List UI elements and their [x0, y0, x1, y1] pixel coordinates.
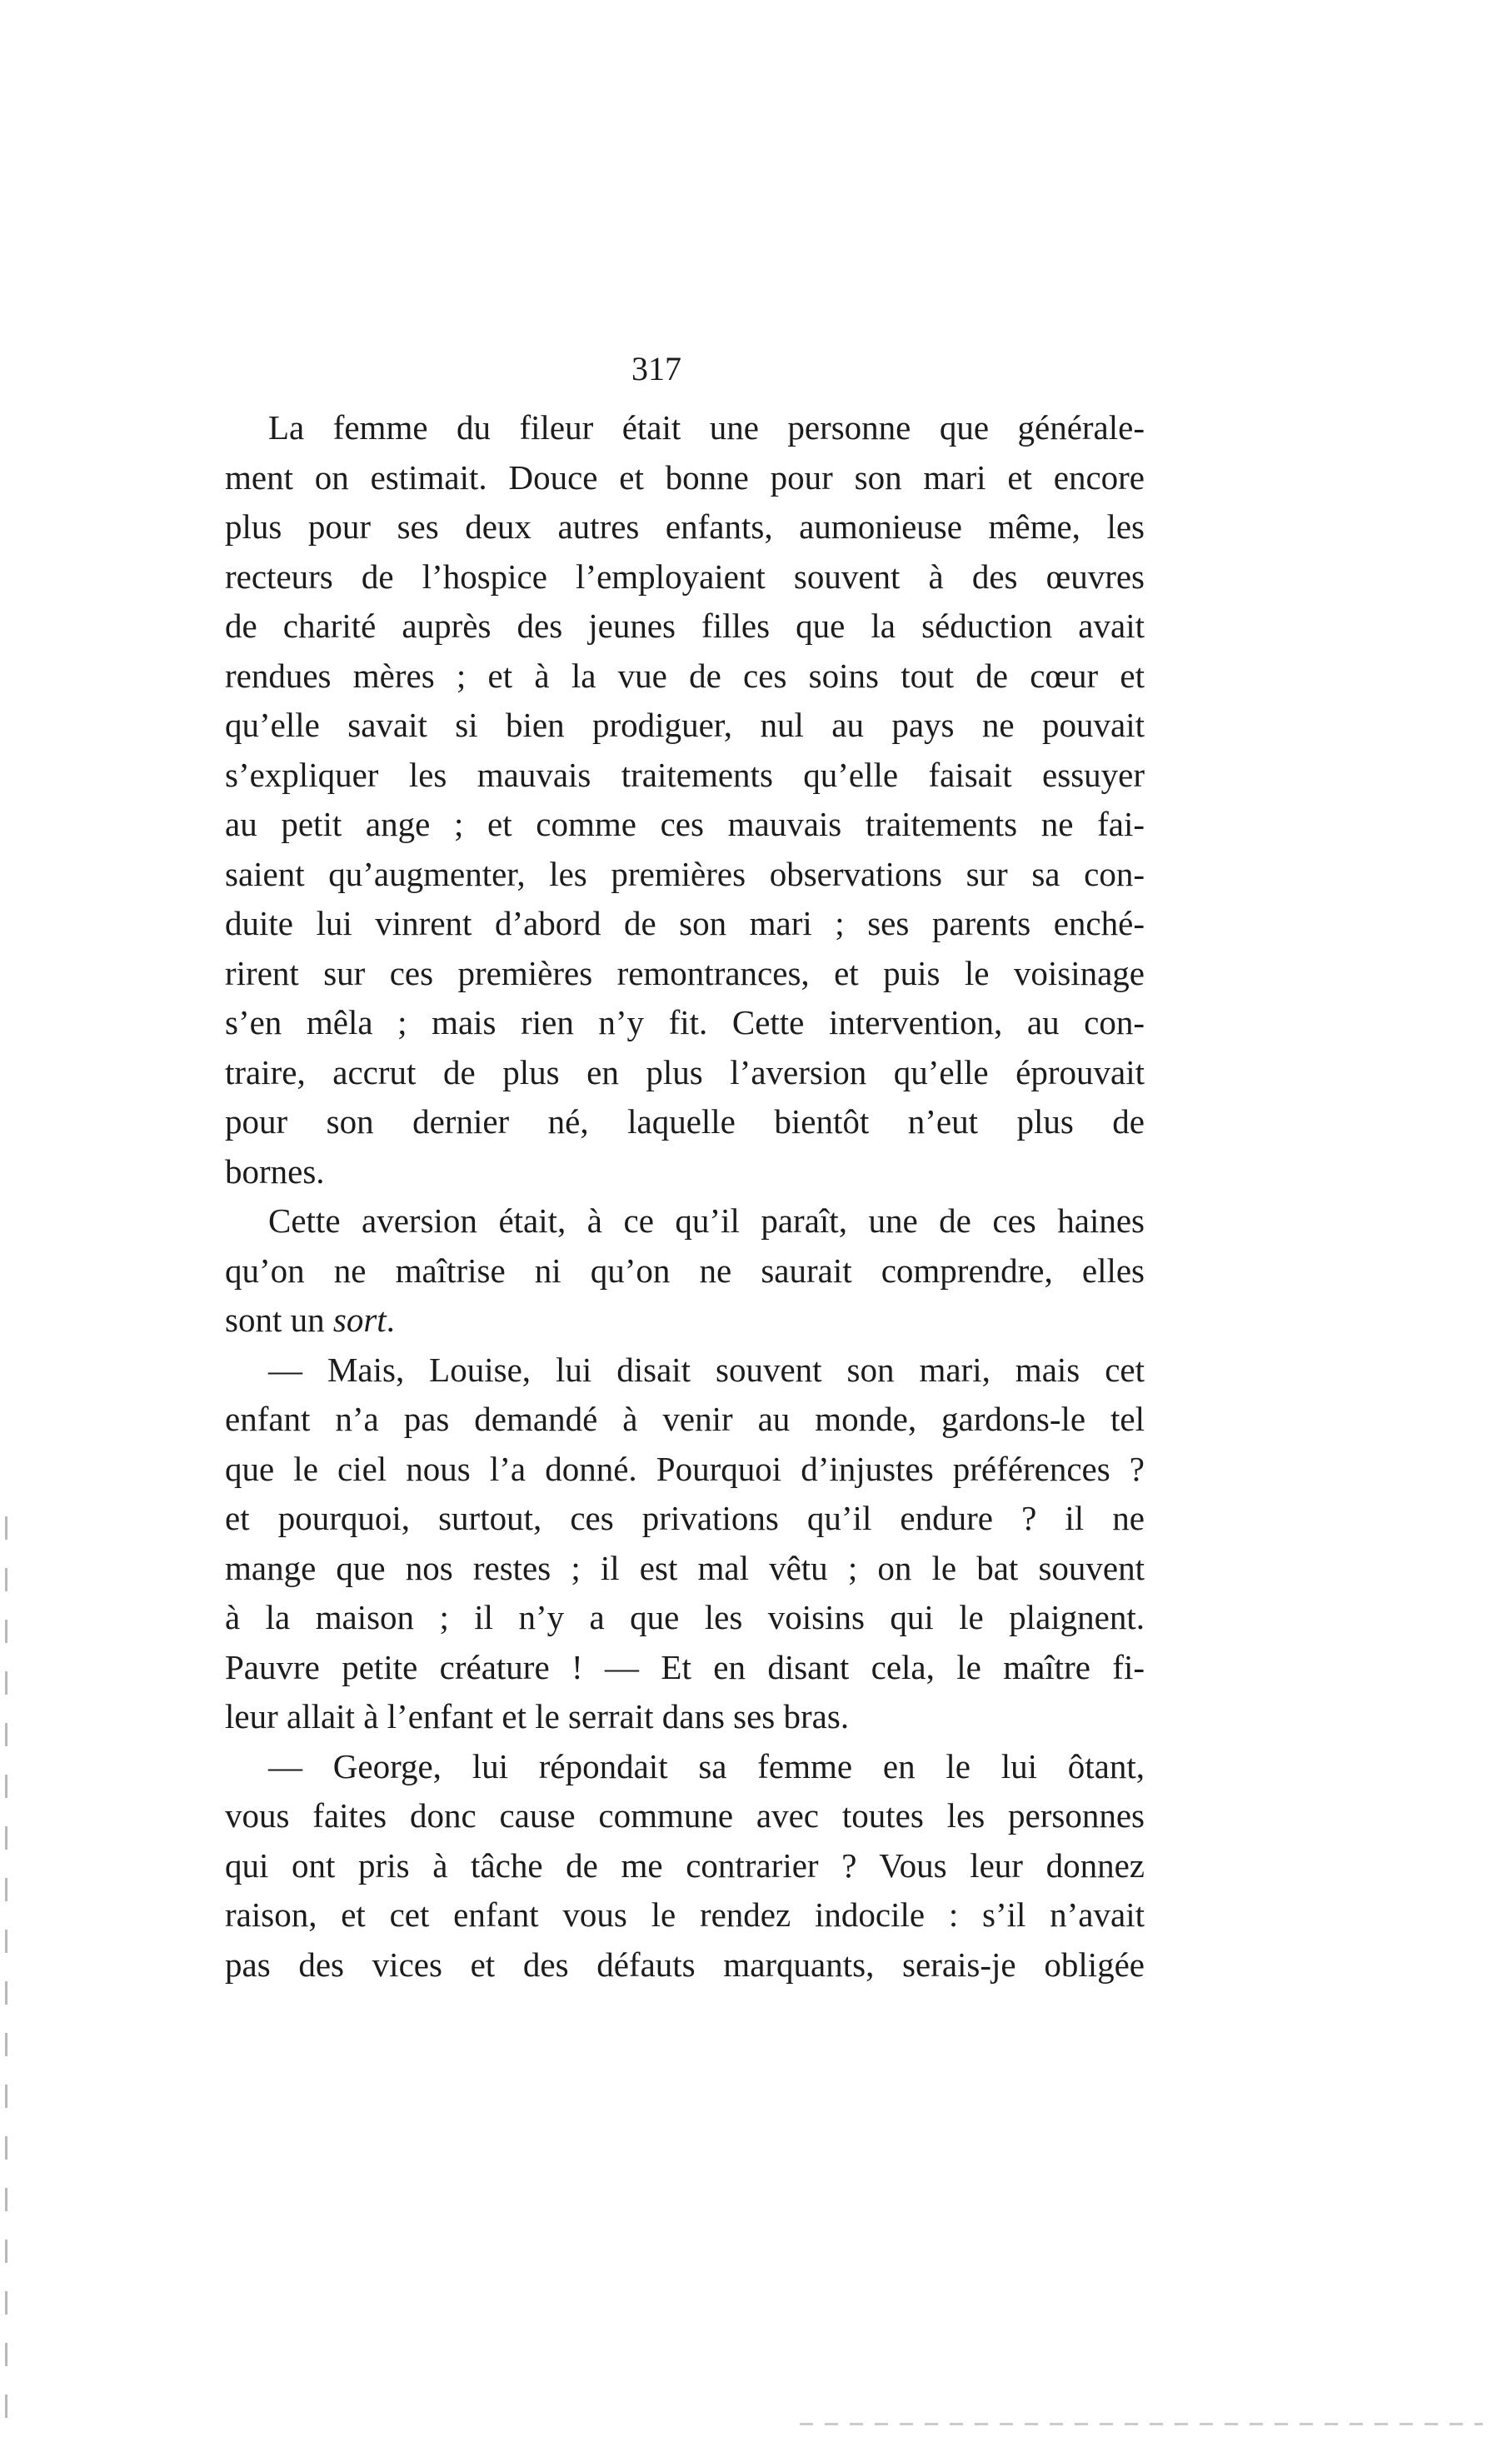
text-line: duite lui vinrent d’abord de son mari ; ses parents enché- [225, 904, 1145, 942]
text-line: qu’on ne maîtrise ni qu’on ne saurait comprendre, elles [225, 1251, 1145, 1290]
text-line: au petit ange ; et comme ces mauvais traitements ne fai- [225, 805, 1145, 843]
text-line: vous faites donc cause commune avec toutes les personnes [225, 1796, 1145, 1835]
text-line: mange que nos restes ; il est mal vêtu ; on le bat souvent [225, 1548, 1145, 1587]
text-line: rirent sur ces premières remontrances, et puis le voisinage [225, 953, 1145, 992]
scan-edge-artifact [5, 1516, 7, 2441]
paragraph-2 [225, 1196, 1145, 1346]
text-line: recteurs de l’hospice l’employaient souvent à des œuvres [225, 557, 1145, 596]
text-line [225, 1296, 1145, 1346]
text-line: qui ont pris à tâche de me contrarier ? Vous leur donnez [225, 1845, 1145, 1885]
text-line: Pauvre petite créature ! — Et en disant cela, le maître fi- [225, 1647, 1145, 1686]
text-run: sont un [225, 1301, 333, 1339]
page-number: 317 [631, 350, 681, 387]
text-line: raison, et cet enfant vous le rendez indocile : s’il n’avait [225, 1895, 1145, 1934]
text-line: enfant n’a pas demandé à venir au monde, gardons-le tel [225, 1400, 1145, 1438]
text-line: s’expliquer les mauvais traitements qu’elle faisait essuyer [225, 755, 1145, 794]
text-line: Cette aversion était, à ce qu’il paraît, une de ces haines [268, 1201, 1145, 1240]
paragraph-4 [225, 1742, 1145, 1990]
text-line: La femme du fileur était une personne que générale- [268, 408, 1145, 447]
text-line: et pourquoi, surtout, ces privations qu’il endure ? il ne [225, 1499, 1145, 1537]
text-line: ment on estimait. Douce et bonne pour son mari et encore [225, 457, 1145, 497]
text-line: plus pour ses deux autres enfants, aumonieuse même, les [225, 507, 1145, 546]
text-line: traire, accrut de plus en plus l’aversion qu’elle éprouvait [225, 1052, 1145, 1091]
text-line: s’en mêla ; mais rien n’y fit. Cette intervention, au con- [225, 1003, 1145, 1041]
text-line: — George, lui répondait sa femme en le lui ôtant, [268, 1746, 1145, 1785]
text-line: pas des vices et des défauts marquants, serais-je obligée [225, 1945, 1145, 1984]
text-line: que le ciel nous l’a donné. Pourquoi d’injustes préférences ? [225, 1449, 1145, 1488]
text-line: qu’elle savait si bien prodiguer, nul au pays ne pouvait [225, 706, 1145, 744]
text-run: . [386, 1301, 395, 1339]
paragraph-3 [225, 1346, 1145, 1742]
text-line: bornes. [225, 1151, 325, 1191]
text-line: rendues mères ; et à la vue de ces soins tout de cœur et [225, 656, 1145, 695]
body-text [225, 403, 1145, 1990]
text-line: — Mais, Louise, lui disait souvent son mari, mais cet [268, 1350, 1145, 1389]
text-line: de charité auprès des jeunes filles que la séduction avait [225, 607, 1145, 645]
text-line: leur allait à l’enfant et le serrait dans ses bras. [225, 1697, 850, 1735]
text-line: pour son dernier né, laquelle bientôt n’eut plus de [225, 1102, 1145, 1141]
scan-bottom-artifact [800, 2423, 1483, 2425]
text-line: à la maison ; il n’y a que les voisins qui le plaignent. [225, 1598, 1145, 1636]
emphasized-word: sort [332, 1301, 387, 1339]
text-line: saient qu’augmenter, les premières observations sur sa con- [225, 854, 1145, 893]
paragraph-1 [225, 403, 1145, 1196]
